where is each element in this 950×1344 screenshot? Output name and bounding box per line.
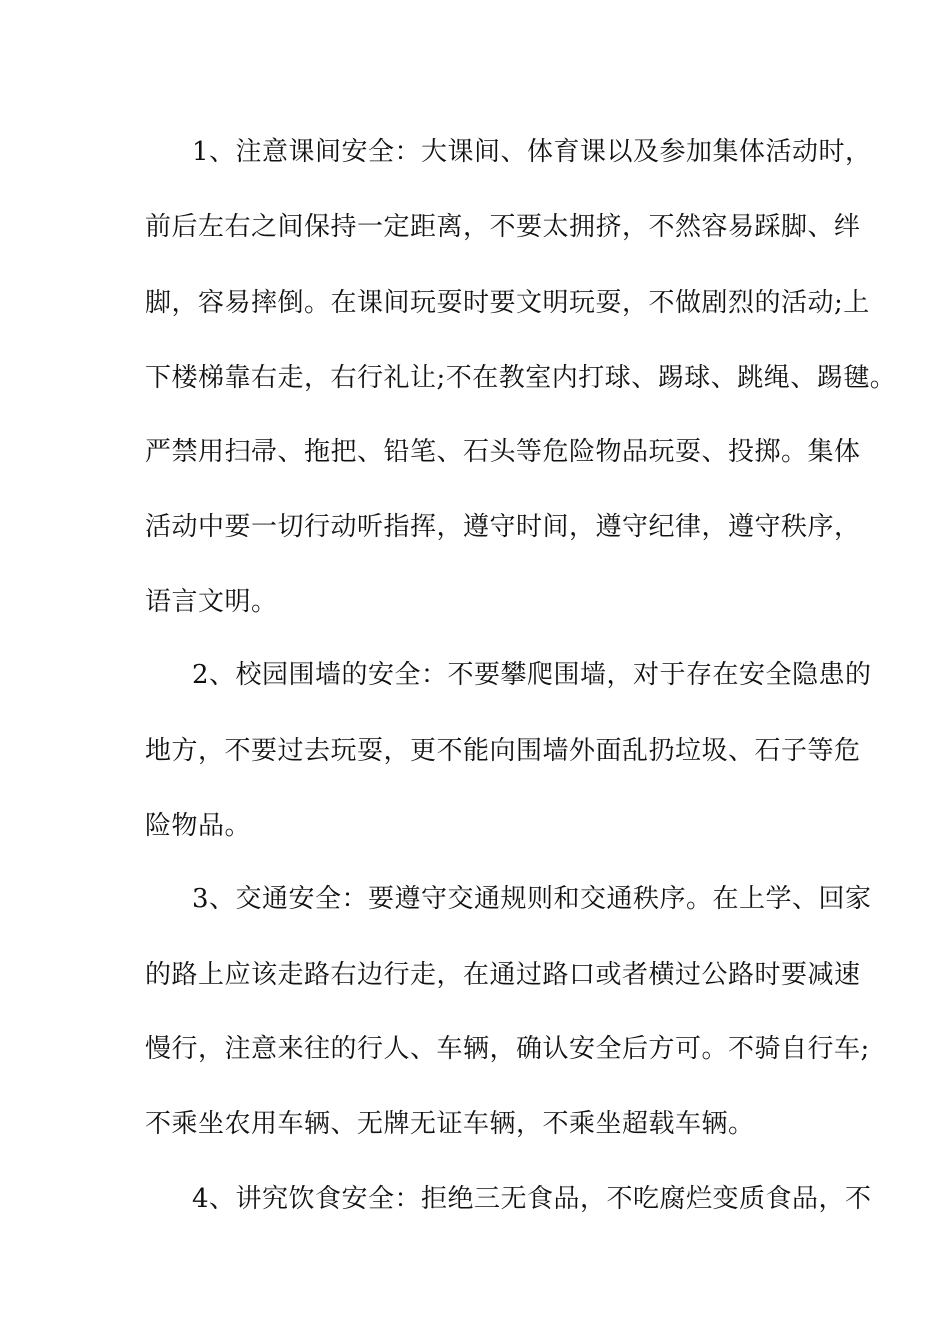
paragraph-3-line-3: 慢行，注意来往的行人、车辆，确认安全后方可。不骑自行车; — [145, 1034, 870, 1064]
paragraph-1-line-4: 下楼梯靠右走，右行礼让;不在教室内打球、踢球、跳绳、踢毽。 — [145, 363, 897, 393]
paragraph-3-line-2: 的路上应该走路右边行走，在通过路口或者横过公路时要减速 — [145, 960, 861, 990]
paragraph-2-line-2: 地方，不要过去玩耍，更不能向围墙外面乱扔垃圾、石子等危 — [145, 736, 861, 766]
paragraph-1-line-1: 1、注意课间安全：大课间、体育课以及参加集体活动时， — [192, 137, 872, 167]
paragraph-1-line-5: 严禁用扫帚、拖把、铅笔、石头等危险物品玩耍、投掷。集体 — [145, 437, 861, 467]
paragraph-2-line-3: 险物品。 — [145, 811, 252, 841]
paragraph-3-line-4: 不乘坐农用车辆、无牌无证车辆，不乘坐超载车辆。 — [145, 1109, 755, 1139]
paragraph-1-line-3: 脚，容易摔倒。在课间玩耍时要文明玩耍，不做剧烈的活动;上 — [145, 288, 870, 318]
paragraph-1-line-6: 活动中要一切行动听指挥，遵守时间，遵守纪律，遵守秩序， — [145, 512, 861, 542]
paragraph-2-line-1: 2、校园围墙的安全：不要攀爬围墙，对于存在安全隐患的 — [192, 660, 872, 690]
paragraph-3-line-1: 3、交通安全：要遵守交通规则和交通秩序。在上学、回家 — [192, 884, 872, 914]
paragraph-4-line-1: 4、讲究饮食安全：拒绝三无食品，不吃腐烂变质食品，不 — [192, 1184, 872, 1214]
paragraph-1-line-2: 前后左右之间保持一定距离，不要太拥挤，不然容易踩脚、绊 — [145, 212, 861, 242]
paragraph-1-line-7: 语言文明。 — [145, 587, 278, 617]
